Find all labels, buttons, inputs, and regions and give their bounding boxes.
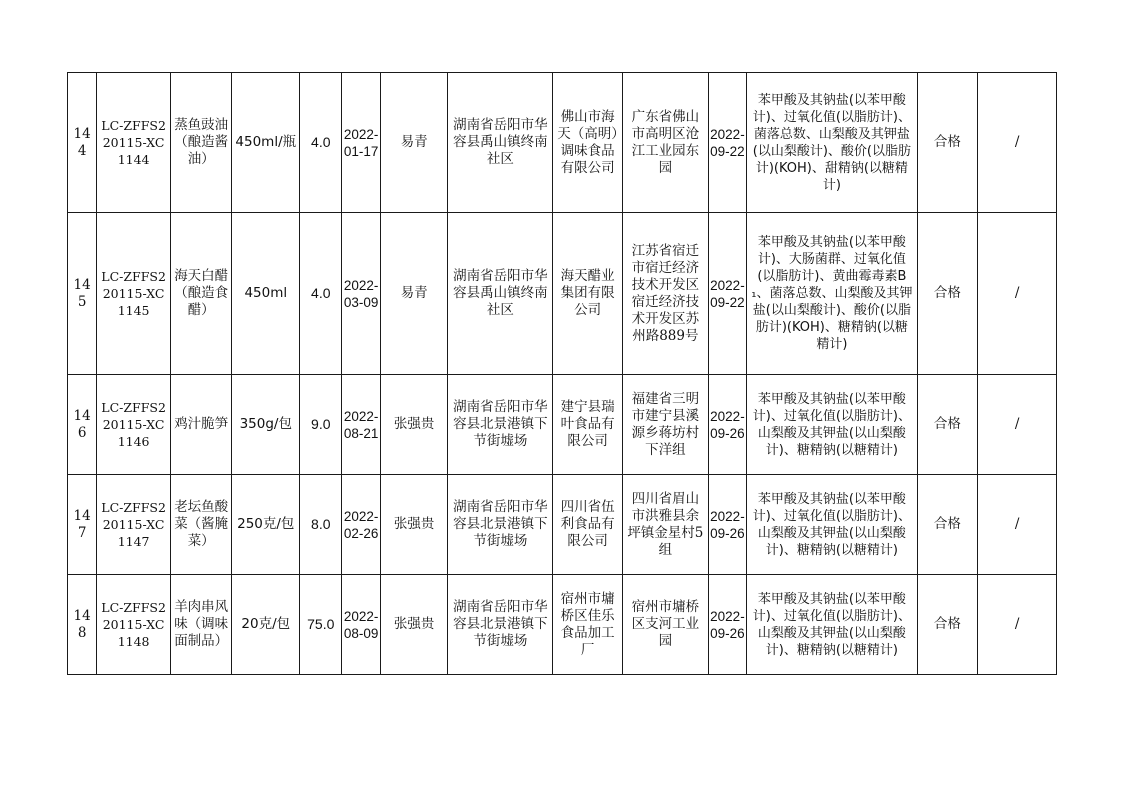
manufacturer-cell: 建宁县瑞叶食品有限公司	[553, 375, 623, 475]
sample-code-cell: LC-ZFFS220115-XC1145	[97, 213, 171, 375]
test-items-cell: 苯甲酸及其钠盐(以苯甲酸计)、过氧化值(以脂肪计)、山梨酸及其钾盐(以山梨酸计)、糖精钠(以糖精计)	[747, 475, 918, 575]
price-cell: 75.0	[300, 575, 342, 675]
test-items-cell: 苯甲酸及其钠盐(以苯甲酸计)、大肠菌群、过氧化值(以脂肪计)、黄曲霉毒素B₁、菌落总数、山梨酸及其钾盐(以山梨酸计)、酸价(以脂肪计)(KOH)、糖精钠(以糖精计)	[747, 213, 918, 375]
remark-cell: /	[978, 375, 1057, 475]
manufacturer-cell: 佛山市海天（高明）调味食品有限公司	[553, 73, 623, 213]
test-items-cell: 苯甲酸及其钠盐(以苯甲酸计)、过氧化值(以脂肪计)、菌落总数、山梨酸及其钾盐(以山梨酸计)、酸价(以脂肪计)(KOH)、甜精钠(以糖精计)	[747, 73, 918, 213]
product-name-cell: 羊肉串风味（调味面制品）	[170, 575, 232, 675]
price-cell: 4.0	[300, 73, 342, 213]
sampler-cell: 张强贵	[380, 375, 448, 475]
table-row	[68, 575, 1057, 675]
sampling-date-cell: 2022-02-26	[342, 475, 380, 575]
seq-cell: 148	[68, 575, 97, 675]
sampling-results-table	[67, 72, 1057, 675]
sampling-date-cell: 2022-01-17	[342, 73, 380, 213]
product-name-cell: 老坛鱼酸菜（酱腌菜）	[170, 475, 232, 575]
product-name-cell: 蒸鱼豉油（酿造酱油）	[170, 73, 232, 213]
sampled-unit-cell: 湖南省岳阳市华容县北景港镇下节街墟场	[448, 575, 553, 675]
manufacturer-address-cell: 广东省佛山市高明区沧江工业园东园	[622, 73, 708, 213]
price-cell: 8.0	[300, 475, 342, 575]
seq-cell: 147	[68, 475, 97, 575]
sampling-date-cell: 2022-03-09	[342, 213, 380, 375]
sampler-cell: 易青	[380, 73, 448, 213]
spec-cell: 450ml	[232, 213, 300, 375]
spec-cell: 450ml/瓶	[232, 73, 300, 213]
sampler-cell: 易青	[380, 213, 448, 375]
result-cell: 合格	[917, 575, 978, 675]
sample-code-cell: LC-ZFFS220115-XC1144	[97, 73, 171, 213]
spec-cell: 250克/包	[232, 475, 300, 575]
manufacturer-cell: 宿州市墉桥区佳乐食品加工厂	[553, 575, 623, 675]
report-date-cell: 2022-09-26	[708, 475, 746, 575]
manufacturer-address-cell: 福建省三明市建宁县溪源乡蒋坊村下洋组	[622, 375, 708, 475]
test-items-cell: 苯甲酸及其钠盐(以苯甲酸计)、过氧化值(以脂肪计)、山梨酸及其钾盐(以山梨酸计)、糖精钠(以糖精计)	[747, 575, 918, 675]
sample-code-cell: LC-ZFFS220115-XC1147	[97, 475, 171, 575]
result-cell: 合格	[917, 213, 978, 375]
sampled-unit-cell: 湖南省岳阳市华容县北景港镇下节街墟场	[448, 475, 553, 575]
spec-cell: 350g/包	[232, 375, 300, 475]
report-date-cell: 2022-09-22	[708, 213, 746, 375]
sampled-unit-cell: 湖南省岳阳市华容县北景港镇下节街墟场	[448, 375, 553, 475]
spec-cell: 20克/包	[232, 575, 300, 675]
remark-cell: /	[978, 575, 1057, 675]
remark-cell: /	[978, 475, 1057, 575]
sampler-cell: 张强贵	[380, 475, 448, 575]
manufacturer-address-cell: 江苏省宿迁市宿迁经济技术开发区宿迁经济技术开发区苏州路889号	[622, 213, 708, 375]
seq-cell: 145	[68, 213, 97, 375]
sampled-unit-cell: 湖南省岳阳市华容县禹山镇终南社区	[448, 73, 553, 213]
table-row	[68, 73, 1057, 213]
seq-cell: 144	[68, 73, 97, 213]
seq-cell: 146	[68, 375, 97, 475]
report-date-cell: 2022-09-22	[708, 73, 746, 213]
report-date-cell: 2022-09-26	[708, 575, 746, 675]
sampler-cell: 张强贵	[380, 575, 448, 675]
price-cell: 9.0	[300, 375, 342, 475]
table-row	[68, 475, 1057, 575]
sampling-date-cell: 2022-08-09	[342, 575, 380, 675]
remark-cell: /	[978, 73, 1057, 213]
table-row	[68, 375, 1057, 475]
sample-code-cell: LC-ZFFS220115-XC1148	[97, 575, 171, 675]
sampling-date-cell: 2022-08-21	[342, 375, 380, 475]
result-cell: 合格	[917, 375, 978, 475]
manufacturer-cell: 四川省伍利食品有限公司	[553, 475, 623, 575]
sampled-unit-cell: 湖南省岳阳市华容县禹山镇终南社区	[448, 213, 553, 375]
manufacturer-cell: 海天醋业集团有限公司	[553, 213, 623, 375]
remark-cell: /	[978, 213, 1057, 375]
table-row	[68, 213, 1057, 375]
manufacturer-address-cell: 四川省眉山市洪雅县余坪镇金星村5组	[622, 475, 708, 575]
manufacturer-address-cell: 宿州市墉桥区支河工业园	[622, 575, 708, 675]
test-items-cell: 苯甲酸及其钠盐(以苯甲酸计)、过氧化值(以脂肪计)、山梨酸及其钾盐(以山梨酸计)、糖精钠(以糖精计)	[747, 375, 918, 475]
price-cell: 4.0	[300, 213, 342, 375]
sample-code-cell: LC-ZFFS220115-XC1146	[97, 375, 171, 475]
product-name-cell: 海天白醋（酿造食醋）	[170, 213, 232, 375]
result-cell: 合格	[917, 73, 978, 213]
report-date-cell: 2022-09-26	[708, 375, 746, 475]
result-cell: 合格	[917, 475, 978, 575]
product-name-cell: 鸡汁脆笋	[170, 375, 232, 475]
